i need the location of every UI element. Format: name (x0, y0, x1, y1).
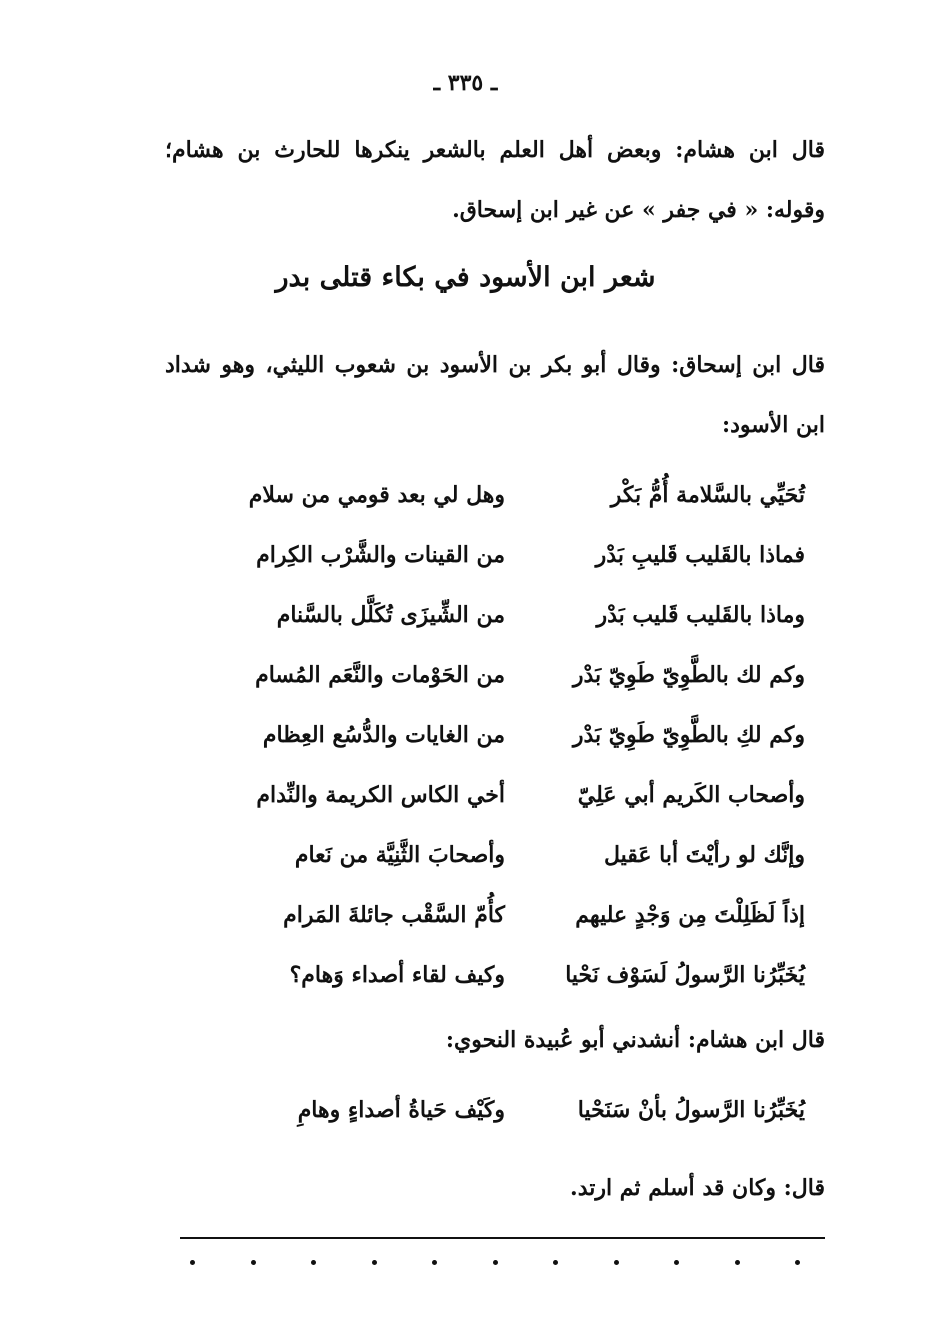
second-hemistich: وكيف لقاء أصداء وَهام؟ (289, 962, 505, 988)
verse-line (205, 825, 805, 885)
closing-paragraph: قال: وكان قد أسلم ثم ارتد. (570, 1175, 825, 1201)
first-hemistich: فماذا بالقَليب قَليبِ بَدْر (595, 542, 805, 568)
dot (614, 1260, 619, 1265)
footer-dots (190, 1260, 800, 1265)
verse-line (205, 885, 805, 945)
second-hemistich: من الحَوْمات والنَّعَم المُسام (255, 662, 505, 688)
first-hemistich: وكم لكِ بالطَّوِيّ طَوِيّ بَدْر (572, 722, 805, 748)
verse-line (205, 465, 805, 525)
dot (674, 1260, 679, 1265)
verse-line (205, 645, 805, 705)
intro-paragraph: قال ابن هشام: وبعض أهل العلم بالشعر ينكرها للحارث بن هشام؛ وقوله: « في جفر » عن غير ابن إسحاق. (165, 137, 825, 223)
second-hemistich: وهل لي بعد قومي من سلام (248, 482, 505, 508)
second-hemistich: وأصحابَ الثَّنِيَّة من نَعام (294, 842, 505, 868)
second-hemistich: من الشِّيزَى تُكَلَّل بالسَّنام (276, 602, 505, 628)
first-hemistich: وكم لك بالطَّوِيّ طَوِيّ بَدْر (572, 662, 805, 688)
footnote-rule (180, 1237, 825, 1239)
dot (190, 1260, 195, 1265)
second-hemistich: أخي الكاس الكريمة والنِّدام (256, 782, 505, 808)
dot (735, 1260, 740, 1265)
dot (432, 1260, 437, 1265)
first-hemistich: وإنَّك لو رأيْتَ أبا عَقيل (603, 842, 805, 868)
narration-paragraph: قال ابن إسحاق: وقال أبو بكر بن الأسود بن شعوب الليثي، وهو شداد ابن الأسود: (165, 352, 825, 438)
first-hemistich: يُخَبِّرُنا الرَّسولُ لَسَوْف نَحْيا (565, 962, 805, 988)
second-hemistich: وكَيْف حَياةُ أصداءٍ وهامِ (297, 1097, 505, 1123)
dot (372, 1260, 377, 1265)
verse-line (205, 1080, 805, 1140)
second-hemistich: من القينات والشَّرْب الكِرام (256, 542, 505, 568)
second-hemistich: من الغايات والدُّسُع العِظام (262, 722, 505, 748)
page-number: ـ ٣٣٥ ـ (433, 70, 498, 96)
verse-line (205, 585, 805, 645)
variant-verse (205, 1080, 805, 1140)
dot (553, 1260, 558, 1265)
dot (493, 1260, 498, 1265)
poem (205, 465, 805, 1005)
verse-line (205, 525, 805, 585)
first-hemistich: وأصحاب الكَريم أبي عَلِيّ (577, 782, 805, 808)
narration2-paragraph: قال ابن هشام: أنشدني أبو عُبيدة النحوي: (445, 1027, 825, 1053)
first-hemistich: تُحَيِّي بالسَّلامة أُمُّ بَكْر (610, 482, 805, 508)
dot (795, 1260, 800, 1265)
verse-line (205, 945, 805, 1005)
second-hemistich: كأُمّ السَّقْب جائلةَ المَرام (283, 902, 505, 928)
dot (311, 1260, 316, 1265)
verse-line (205, 705, 805, 765)
dot (251, 1260, 256, 1265)
section-heading: شعر ابن الأسود في بكاء قتلى بدر (275, 262, 656, 293)
verse-line (205, 765, 805, 825)
first-hemistich: إذاً لَظَلِلْتَ مِن وَجْدٍ عليهم (575, 902, 805, 928)
first-hemistich: يُخَبِّرُنا الرَّسولُ بأنْ سَنَحْيا (577, 1097, 805, 1123)
first-hemistich: وماذا بالقَليب قَليب بَدْر (596, 602, 805, 628)
